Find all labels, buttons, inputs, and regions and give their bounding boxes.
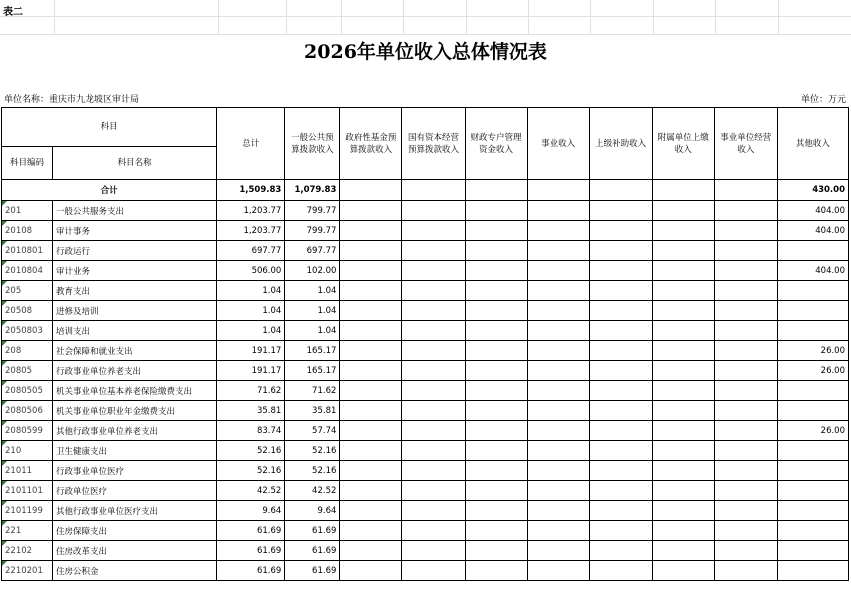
empty-cell — [402, 561, 465, 581]
empty-cell — [340, 321, 402, 341]
empty-cell — [589, 341, 652, 361]
empty-cell — [714, 301, 777, 321]
empty-cell — [340, 421, 402, 441]
empty-cell — [527, 201, 589, 221]
row-name: 培训支出 — [53, 321, 217, 341]
empty-cell — [340, 261, 402, 281]
empty-cell — [589, 501, 652, 521]
total-row[interactable] — [2, 180, 849, 201]
empty-cell — [340, 401, 402, 421]
row-total: 42.52 — [217, 481, 285, 501]
empty-cell — [402, 401, 465, 421]
empty-cell — [527, 561, 589, 581]
row-code: 2101199 — [2, 501, 53, 521]
empty-cell — [465, 461, 527, 481]
empty-cell — [340, 221, 402, 241]
table-row[interactable] — [2, 541, 849, 561]
row-name: 卫生健康支出 — [53, 441, 217, 461]
row-code: 21011 — [2, 461, 53, 481]
empty-cell — [652, 361, 714, 381]
empty-cell — [652, 461, 714, 481]
empty-cell — [589, 261, 652, 281]
empty-cell — [652, 501, 714, 521]
row-code: 201 — [2, 201, 53, 221]
row-general-budget: 1.04 — [285, 321, 340, 341]
empty-cell — [340, 341, 402, 361]
empty-cell — [527, 321, 589, 341]
row-general-budget: 52.16 — [285, 461, 340, 481]
empty-cell — [589, 281, 652, 301]
row-total: 61.69 — [217, 521, 285, 541]
empty-cell — [652, 341, 714, 361]
empty-cell — [465, 301, 527, 321]
empty-cell — [714, 261, 777, 281]
row-other — [777, 501, 848, 521]
empty-cell — [652, 541, 714, 561]
row-total: 1.04 — [217, 321, 285, 341]
empty-cell — [652, 261, 714, 281]
row-name: 教育支出 — [53, 281, 217, 301]
empty-cell — [527, 221, 589, 241]
empty-cell — [340, 521, 402, 541]
empty-cell — [465, 501, 527, 521]
empty-cell — [465, 481, 527, 501]
row-name: 住房公积金 — [53, 561, 217, 581]
row-total: 35.81 — [217, 401, 285, 421]
row-other: 26.00 — [777, 421, 848, 441]
empty-cell — [589, 381, 652, 401]
row-code: 2210201 — [2, 561, 53, 581]
empty-cell — [402, 421, 465, 441]
header-subject-code: 科目编码 — [2, 147, 53, 180]
header-operating: 事业单位经营收入 — [714, 108, 777, 180]
empty-cell — [714, 541, 777, 561]
row-other: 26.00 — [777, 341, 848, 361]
total-general-budget: 1,079.83 — [285, 180, 340, 201]
row-total: 71.62 — [217, 381, 285, 401]
empty-cell — [652, 221, 714, 241]
empty-cell — [589, 561, 652, 581]
income-table — [1, 107, 849, 581]
empty-cell — [340, 241, 402, 261]
empty-cell — [527, 361, 589, 381]
empty-cell — [589, 441, 652, 461]
header-fiscal-special: 财政专户管理资金收入 — [465, 108, 527, 180]
row-code: 208 — [2, 341, 53, 361]
empty-cell — [589, 461, 652, 481]
header-general-budget: 一般公共预算拨款收入 — [285, 108, 340, 180]
table-row[interactable] — [2, 201, 849, 221]
row-code: 2080506 — [2, 401, 53, 421]
empty-cell — [714, 461, 777, 481]
empty-cell — [714, 321, 777, 341]
empty-cell — [402, 441, 465, 461]
empty-cell — [465, 521, 527, 541]
row-general-budget: 1.04 — [285, 301, 340, 321]
empty-cell — [714, 241, 777, 261]
empty-cell — [465, 381, 527, 401]
row-general-budget: 42.52 — [285, 481, 340, 501]
row-total: 191.17 — [217, 361, 285, 381]
empty-cell — [402, 481, 465, 501]
row-other: 404.00 — [777, 221, 848, 241]
table-row[interactable] — [2, 501, 849, 521]
header-total: 总计 — [217, 108, 285, 180]
empty-cell — [402, 361, 465, 381]
row-other — [777, 561, 848, 581]
row-other — [777, 481, 848, 501]
row-general-budget: 35.81 — [285, 401, 340, 421]
row-name: 机关事业单位基本养老保险缴费支出 — [53, 381, 217, 401]
empty-cell — [652, 241, 714, 261]
table-row[interactable] — [2, 321, 849, 341]
empty-cell — [527, 541, 589, 561]
empty-cell — [652, 301, 714, 321]
row-general-budget: 165.17 — [285, 361, 340, 381]
row-total: 1,203.77 — [217, 201, 285, 221]
header-gov-fund: 政府性基金预算拨款收入 — [340, 108, 402, 180]
empty-cell — [402, 301, 465, 321]
row-name: 行政事业单位医疗 — [53, 461, 217, 481]
empty-cell — [589, 241, 652, 261]
empty-cell — [465, 441, 527, 461]
empty-cell — [652, 521, 714, 541]
empty-cell — [527, 441, 589, 461]
empty-cell — [714, 501, 777, 521]
empty-cell — [652, 401, 714, 421]
row-general-budget: 102.00 — [285, 261, 340, 281]
row-total: 83.74 — [217, 421, 285, 441]
header-affiliated: 附属单位上缴收入 — [652, 108, 714, 180]
table-row[interactable] — [2, 301, 849, 321]
empty-cell — [402, 541, 465, 561]
empty-cell — [527, 381, 589, 401]
row-other: 404.00 — [777, 261, 848, 281]
empty-cell — [714, 281, 777, 301]
empty-cell — [402, 521, 465, 541]
row-name: 其他行政事业单位养老支出 — [53, 421, 217, 441]
empty-cell — [340, 361, 402, 381]
row-other — [777, 401, 848, 421]
table-row[interactable] — [2, 401, 849, 421]
empty-cell — [465, 201, 527, 221]
row-general-budget: 71.62 — [285, 381, 340, 401]
row-total: 52.16 — [217, 441, 285, 461]
row-code: 2080505 — [2, 381, 53, 401]
empty-cell — [465, 241, 527, 261]
unit-name: 单位名称：重庆市九龙坡区审计局 — [4, 95, 140, 105]
empty-cell — [465, 221, 527, 241]
row-general-budget: 61.69 — [285, 561, 340, 581]
row-total: 1.04 — [217, 281, 285, 301]
empty-cell — [465, 421, 527, 441]
table-row[interactable] — [2, 261, 849, 281]
row-other — [777, 461, 848, 481]
empty-cell — [589, 321, 652, 341]
empty-cell — [402, 281, 465, 301]
row-name: 住房保障支出 — [53, 521, 217, 541]
header-subject: 科目 — [2, 108, 217, 147]
row-general-budget: 61.69 — [285, 521, 340, 541]
empty-cell — [714, 521, 777, 541]
table-row[interactable] — [2, 281, 849, 301]
row-code: 2101101 — [2, 481, 53, 501]
empty-cell — [527, 341, 589, 361]
empty-cell — [527, 241, 589, 261]
empty-cell — [714, 481, 777, 501]
empty-cell — [652, 561, 714, 581]
empty-cell — [402, 221, 465, 241]
row-total: 1.04 — [217, 301, 285, 321]
empty-cell — [589, 361, 652, 381]
row-code: 221 — [2, 521, 53, 541]
empty-cell — [714, 361, 777, 381]
empty-cell — [340, 561, 402, 581]
empty-cell — [402, 381, 465, 401]
empty-cell — [589, 481, 652, 501]
row-code: 20805 — [2, 361, 53, 381]
empty-cell — [652, 201, 714, 221]
table-row[interactable] — [2, 361, 849, 381]
table-row[interactable] — [2, 441, 849, 461]
empty-cell — [714, 221, 777, 241]
empty-cell — [340, 301, 402, 321]
row-general-budget: 57.74 — [285, 421, 340, 441]
empty-cell — [652, 281, 714, 301]
row-other: 26.00 — [777, 361, 848, 381]
empty-cell — [340, 481, 402, 501]
table-row[interactable] — [2, 381, 849, 401]
row-code: 20508 — [2, 301, 53, 321]
empty-cell — [714, 201, 777, 221]
row-other — [777, 441, 848, 461]
row-other — [777, 541, 848, 561]
row-total: 506.00 — [217, 261, 285, 281]
empty-cell — [340, 501, 402, 521]
total-other: 430.00 — [777, 180, 848, 201]
row-code: 2010801 — [2, 241, 53, 261]
empty-cell — [402, 461, 465, 481]
empty-cell — [527, 261, 589, 281]
row-name: 住房改革支出 — [53, 541, 217, 561]
empty-cell — [465, 261, 527, 281]
empty-cell — [652, 381, 714, 401]
page-title: 2026年单位收入总体情况表 — [304, 41, 547, 63]
row-name: 进修及培训 — [53, 301, 217, 321]
empty-cell — [714, 381, 777, 401]
row-other — [777, 381, 848, 401]
empty-cell — [340, 201, 402, 221]
row-general-budget: 1.04 — [285, 281, 340, 301]
empty-cell — [652, 421, 714, 441]
row-code: 2050803 — [2, 321, 53, 341]
row-other — [777, 301, 848, 321]
empty-cell — [465, 321, 527, 341]
empty-cell — [465, 281, 527, 301]
row-general-budget: 799.77 — [285, 201, 340, 221]
row-other: 404.00 — [777, 201, 848, 221]
row-general-budget: 165.17 — [285, 341, 340, 361]
row-total: 61.69 — [217, 561, 285, 581]
row-other — [777, 281, 848, 301]
empty-cell — [340, 461, 402, 481]
row-code: 2080599 — [2, 421, 53, 441]
empty-cell — [714, 341, 777, 361]
header-subject-name: 科目名称 — [53, 147, 217, 180]
total-label: 合计 — [2, 180, 217, 201]
row-code: 210 — [2, 441, 53, 461]
row-total: 1,203.77 — [217, 221, 285, 241]
empty-cell — [402, 501, 465, 521]
empty-cell — [652, 441, 714, 461]
row-general-budget: 52.16 — [285, 441, 340, 461]
row-total: 52.16 — [217, 461, 285, 481]
row-name: 一般公共服务支出 — [53, 201, 217, 221]
table-row[interactable] — [2, 421, 849, 441]
row-other — [777, 241, 848, 261]
empty-cell — [465, 401, 527, 421]
empty-cell — [527, 401, 589, 421]
row-name: 行政运行 — [53, 241, 217, 261]
empty-cell — [714, 561, 777, 581]
empty-cell — [402, 241, 465, 261]
row-code: 205 — [2, 281, 53, 301]
table-row[interactable] — [2, 481, 849, 501]
empty-cell — [589, 221, 652, 241]
row-general-budget: 799.77 — [285, 221, 340, 241]
row-total: 61.69 — [217, 541, 285, 561]
empty-cell — [714, 401, 777, 421]
unit-label: 单位：万元 — [800, 95, 846, 105]
table-row[interactable] — [2, 461, 849, 481]
empty-cell — [527, 521, 589, 541]
row-name: 行政单位医疗 — [53, 481, 217, 501]
empty-cell — [340, 381, 402, 401]
empty-cell — [589, 541, 652, 561]
empty-cell — [340, 541, 402, 561]
empty-cell — [402, 341, 465, 361]
empty-cell — [527, 301, 589, 321]
empty-cell — [714, 441, 777, 461]
empty-cell — [652, 321, 714, 341]
row-general-budget: 697.77 — [285, 241, 340, 261]
empty-cell — [589, 521, 652, 541]
empty-cell — [527, 501, 589, 521]
row-total: 191.17 — [217, 341, 285, 361]
empty-cell — [714, 421, 777, 441]
row-code: 20108 — [2, 221, 53, 241]
empty-cell — [589, 201, 652, 221]
header-business-income: 事业收入 — [527, 108, 589, 180]
row-name: 社会保障和就业支出 — [53, 341, 217, 361]
table-row[interactable] — [2, 241, 849, 261]
empty-cell — [527, 281, 589, 301]
row-other — [777, 521, 848, 541]
empty-cell — [589, 421, 652, 441]
table-row[interactable] — [2, 521, 849, 541]
row-general-budget: 9.64 — [285, 501, 340, 521]
empty-cell — [402, 201, 465, 221]
empty-cell — [402, 321, 465, 341]
table-row[interactable] — [2, 561, 849, 581]
empty-cell — [527, 421, 589, 441]
empty-cell — [340, 441, 402, 461]
empty-cell — [465, 561, 527, 581]
empty-cell — [527, 461, 589, 481]
row-code: 22102 — [2, 541, 53, 561]
empty-cell — [465, 341, 527, 361]
total-total: 1,509.83 — [217, 180, 285, 201]
sheet-label: 表二 — [3, 7, 23, 18]
table-row[interactable] — [2, 341, 849, 361]
empty-cell — [465, 361, 527, 381]
header-other: 其他收入 — [777, 108, 848, 180]
empty-cell — [527, 481, 589, 501]
row-name: 审计事务 — [53, 221, 217, 241]
empty-cell — [652, 481, 714, 501]
row-total: 697.77 — [217, 241, 285, 261]
row-name: 审计业务 — [53, 261, 217, 281]
header-superior-subsidy: 上级补助收入 — [589, 108, 652, 180]
empty-cell — [589, 401, 652, 421]
row-general-budget: 61.69 — [285, 541, 340, 561]
row-name: 其他行政事业单位医疗支出 — [53, 501, 217, 521]
empty-cell — [465, 541, 527, 561]
header-state-capital: 国有资本经营预算拨款收入 — [402, 108, 465, 180]
table-row[interactable] — [2, 221, 849, 241]
row-other — [777, 321, 848, 341]
empty-cell — [589, 301, 652, 321]
row-name: 行政事业单位养老支出 — [53, 361, 217, 381]
row-total: 9.64 — [217, 501, 285, 521]
empty-cell — [340, 281, 402, 301]
row-code: 2010804 — [2, 261, 53, 281]
empty-cell — [402, 261, 465, 281]
row-name: 机关事业单位职业年金缴费支出 — [53, 401, 217, 421]
